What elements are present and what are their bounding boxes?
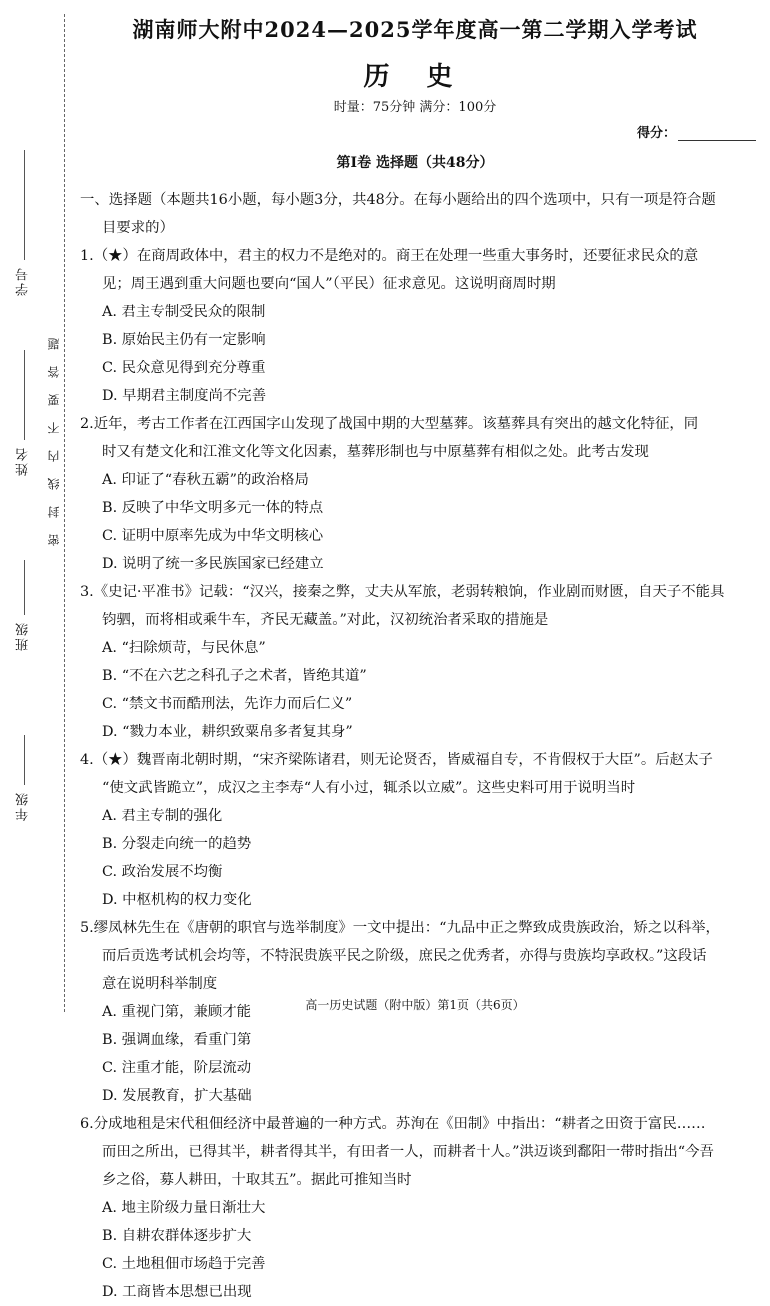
name-label: 姓名 [16, 446, 31, 476]
question-text: 3.《史记·平准书》记载：“汉兴，接秦之弊，丈夫从军旅，老弱转粮饷，作业剧而财匮，自天子不能具 [80, 584, 725, 600]
seal-char: 封 [47, 506, 61, 518]
option-list [80, 802, 760, 914]
seal-char: 线 [47, 478, 61, 490]
exam-meta: 时量：75分钟 满分：100分 [333, 100, 497, 115]
part-title: 第Ⅰ卷 选择题（共48分） [336, 155, 494, 171]
student-id-line [24, 150, 25, 260]
option-a[interactable]: A. 地主阶级力量日渐壮大 [102, 1200, 266, 1216]
option-d[interactable]: D. 说明了统一多民族国家已经建立 [102, 556, 324, 572]
exam-content [80, 186, 760, 1306]
section-instructions: 一、选择题（本题共16小题，每小题3分，共48分。在每小题给出的四个选项中，只有一项是符合题 [80, 192, 716, 208]
option-a[interactable]: A. “扫除烦苛，与民休息” [102, 640, 266, 656]
option-b[interactable]: B. 原始民主仍有一定影响 [102, 332, 266, 348]
name-field [12, 350, 36, 476]
question-text: 2.近年，考古工作者在江西国字山发现了战国中期的大型墓葬。该墓葬具有突出的越文化特征，同 [80, 416, 699, 432]
question-text: 钧驷，而将相或乘牛车，齐民无藏盖。”对此，汉初统治者采取的措施是 [102, 612, 549, 628]
option-a[interactable]: A. 君主专制的强化 [102, 808, 223, 824]
seal-char: 不 [47, 422, 61, 434]
question-text: 时又有楚文化和江淮文化等文化因素，墓葬形制也与中原墓葬有相似之处。此考古发现 [102, 444, 649, 460]
binding-margin [0, 0, 70, 1026]
option-d[interactable]: D. 发展教育，扩大基础 [102, 1088, 252, 1104]
option-c[interactable]: C. 土地租佃市场趋于完善 [102, 1256, 266, 1272]
question-4 [80, 746, 760, 914]
class-field [12, 560, 36, 651]
score-label: 得分： [636, 126, 676, 141]
question-6 [80, 1110, 760, 1306]
option-c[interactable]: C. 证明中原率先成为中华文明核心 [102, 528, 324, 544]
score-field [637, 122, 756, 141]
class-line [24, 560, 25, 615]
question-text: 而田之所出，已得其半，耕者得其半，有田者一人，而耕者十人。”洪迈谈到鄱阳一带时指出“今吾 [102, 1144, 714, 1160]
question-3 [80, 578, 760, 746]
class-label: 班级 [16, 621, 31, 651]
seal-char: 答 [47, 366, 61, 378]
option-b[interactable]: B. 反映了中华文明多元一体的特点 [102, 500, 324, 516]
exam-title: 湖南师大附中2024—2025学年度高一第二学期入学考试 [132, 17, 698, 42]
question-text: 意在说明科举制度 [102, 976, 218, 992]
question-text: “使文武皆跪立”，成汉之主李寿“人有小过，辄杀以立威”。这些史料可用于说明当时 [102, 780, 636, 796]
option-a[interactable]: A. 君主专制受民众的限制 [102, 304, 266, 320]
seal-char: 要 [47, 394, 61, 406]
page-footer: 高一历史试题（附中版）第1页（共6页） [305, 998, 525, 1012]
option-a[interactable]: A. 重视门第，兼顾才能 [102, 1004, 252, 1020]
question-text: 6.分成地租是宋代租佃经济中最普遍的一种方式。苏洵在《田制》中指出：“耕者之田资于富民…… [80, 1116, 706, 1132]
seal-char: 题 [47, 338, 61, 350]
option-d[interactable]: D. 早期君主制度尚不完善 [102, 388, 267, 404]
seal-char: 内 [47, 450, 61, 462]
grade-line [24, 735, 25, 785]
option-d[interactable]: D. 工商皆本思想已出现 [102, 1284, 252, 1300]
question-text: 见；周王遇到重大问题也要向“国人”（平民）征求意见。这说明商周时期 [102, 276, 556, 292]
student-id-field [12, 150, 36, 296]
name-line [24, 350, 25, 440]
option-b[interactable]: B. 自耕农群体逐步扩大 [102, 1228, 252, 1244]
option-b[interactable]: B. 分裂走向统一的趋势 [102, 836, 252, 852]
question-text: 而后贡选考试机会均等，不特泯贵族平民之阶级，庶民之优秀者，亦得与贵族均享政权。”这段话 [102, 948, 707, 964]
option-list [80, 466, 760, 578]
option-a[interactable]: A. 印证了“春秋五霸”的政治格局 [102, 472, 309, 488]
seal-line-warning [44, 330, 64, 554]
score-blank[interactable] [678, 140, 756, 141]
option-list [80, 634, 760, 746]
question-1 [80, 242, 760, 410]
question-text: 乡之俗，募人耕田，十取其五”。据此可推知当时 [102, 1172, 412, 1188]
option-c[interactable]: C. “禁文书而酷刑法，先诈力而后仁义” [102, 696, 353, 712]
subject-title: 历 史 [363, 62, 467, 92]
option-d[interactable]: D. 中枢机构的权力变化 [102, 892, 252, 908]
option-c[interactable]: C. 政治发展不均衡 [102, 864, 223, 880]
grade-label: 年级 [16, 791, 31, 821]
grade-field [12, 735, 36, 821]
question-2 [80, 410, 760, 578]
option-b[interactable]: B. “不在六艺之科孔子之术者，皆绝其道” [102, 668, 367, 684]
option-d[interactable]: D. “戮力本业，耕织致粟帛多者复其身” [102, 724, 353, 740]
option-list [80, 998, 760, 1110]
section-instructions-cont: 目要求的） [102, 220, 174, 236]
question-text: 5.缪凤林先生在《唐朝的职官与选举制度》一文中提出：“九品中正之弊致成贵族政治，矫之以科举， [80, 920, 720, 936]
seal-char: 密 [47, 534, 61, 546]
student-id-label: 学号 [16, 266, 31, 296]
option-list [80, 1194, 760, 1306]
binding-dashed-line [64, 14, 65, 1012]
option-c[interactable]: C. 民众意见得到充分尊重 [102, 360, 266, 376]
option-c[interactable]: C. 注重才能，阶层流动 [102, 1060, 252, 1076]
option-list [80, 298, 760, 410]
exam-page [70, 0, 760, 1300]
question-text: 1.（★）在商周政体中，君主的权力不是绝对的。商王在处理一些重大事务时，还要征求民众的意 [80, 248, 699, 264]
question-text: 4.（★）魏晋南北朝时期，“宋齐梁陈诸君，则无论贤否，皆威福自专，不肯假权于大臣”。后赵太子 [80, 752, 713, 768]
option-b[interactable]: B. 强调血缘，看重门第 [102, 1032, 252, 1048]
